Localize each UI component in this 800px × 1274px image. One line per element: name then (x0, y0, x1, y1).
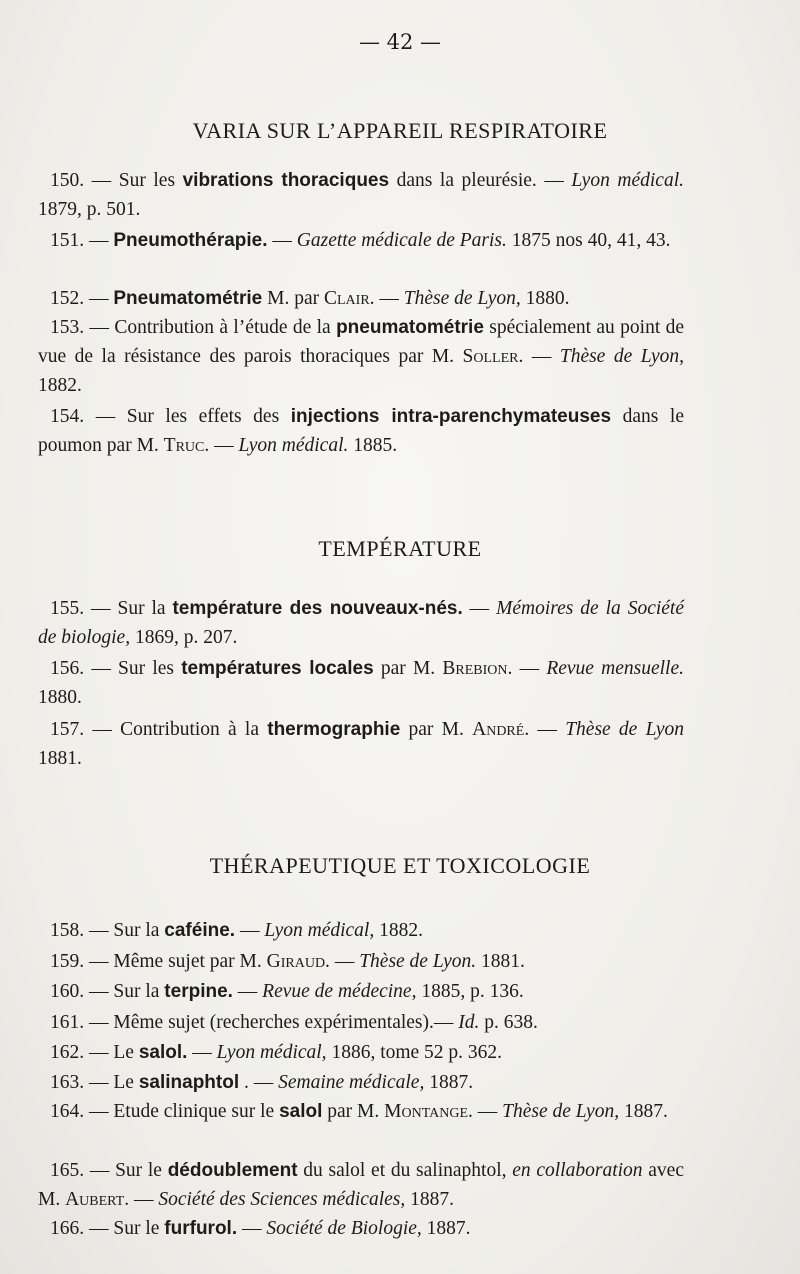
entry-150: 150. — Sur les vibrations thoraciques dans la pleurésie. — Lyon médical. 1879, p. 501. (38, 170, 684, 220)
entry-number: 154. (50, 406, 85, 427)
entry-author: Brebion. (442, 658, 513, 679)
entry-source: Lyon médical. (571, 170, 684, 191)
entry-source: Revue mensuelle. (546, 658, 685, 679)
entry-number: 158. (50, 920, 85, 941)
entry-source: Semaine médicale, (278, 1072, 425, 1093)
entry-number: 159. (50, 951, 85, 972)
entry-keyword: salinaphtol (138, 1072, 240, 1093)
entry-keyword: températures locales (181, 658, 374, 679)
section-title-therapeutique: THÉRAPEUTIQUE ET TOXICOLOGIE (209, 853, 591, 878)
entry-number: 155. (50, 598, 85, 619)
entry-keyword: thermographie (267, 719, 401, 740)
entry-159: 159. — Même sujet par M. Giraud. — Thèse de Lyon. 1881. (50, 951, 525, 972)
entry-164: 164. — Etude clinique sur le salol par M. Montange. — Thèse de Lyon, 1887. (50, 1101, 668, 1122)
entry-keyword: caféine. (164, 920, 236, 941)
entry-155: 155. — Sur la température des nouveaux-nés. — Mémoires de la Société de biologie, 1869, p. 207. (38, 598, 684, 648)
entry-author: Montange. (384, 1101, 473, 1122)
entry-number: 156. (50, 658, 85, 679)
entry-161: 161. — Même sujet (recherches expérimentales).— Id. p. 638. (50, 1012, 538, 1033)
entry-author: Aubert. (65, 1189, 130, 1210)
entry-152: 152. — Pneumatométrie M. par Clair. — Thèse de Lyon, 1880. (50, 288, 570, 309)
entry-keyword: Pneumatométrie (113, 288, 263, 309)
entry-number: 162. (50, 1042, 85, 1063)
entry-author: Truc. (163, 435, 210, 456)
entry-number: 153. (50, 317, 85, 338)
entry-author: André. (472, 719, 530, 740)
entry-source: Lyon médical. (238, 435, 349, 456)
entry-source: Thèse de Lyon, (559, 346, 685, 367)
entry-157: 157. — Contribution à la thermographie par M. André. — Thèse de Lyon 1881. (38, 719, 684, 769)
entry-author: Clair. (324, 288, 375, 309)
entry-165: 165. — Sur le dédoublement du salol et du salinaphtol, en collaboration avec M. Aubert. — Société des Sciences médicales, 1887. (38, 1160, 684, 1210)
entry-keyword: vibrations thoraciques (182, 170, 390, 191)
entry-number: 163. (50, 1072, 85, 1093)
entry-number: 150. (50, 170, 85, 191)
entry-author: Soller. (462, 346, 524, 367)
entry-source: Société de Biologie, (266, 1218, 422, 1239)
entry-number: 151. (50, 230, 85, 251)
entry-keyword: injections intra-parenchymateuses (290, 406, 612, 427)
entry-keyword: Pneumothérapie. (113, 230, 268, 251)
entry-number: 165. (50, 1160, 85, 1181)
entry-163: 163. — Le salinaphtol . — Semaine médicale, 1887. (50, 1072, 474, 1093)
entry-number: 160. (50, 981, 85, 1002)
entry-160: 160. — Sur la terpine. — Revue de médecine, 1885, p. 136. (50, 981, 524, 1002)
entry-number: 166. (50, 1218, 85, 1239)
page-number: — 42 — (358, 30, 442, 54)
entry-162: 162. — Le salol. — Lyon médical, 1886, tome 52 p. 362. (50, 1042, 503, 1063)
entry-collab: en collaboration (512, 1160, 643, 1181)
entry-source: Thèse de Lyon (565, 719, 684, 740)
section-title-respiratoire: VARIA SUR L’APPAREIL RESPIRATOIRE (192, 118, 608, 143)
entry-source: Thèse de Lyon, (403, 288, 521, 309)
entry-source: Lyon médical, (216, 1042, 327, 1063)
entry-source: Gazette médicale de Paris. (296, 230, 507, 251)
entry-number: 161. (50, 1012, 85, 1033)
entry-source: Thèse de Lyon, (502, 1101, 620, 1122)
entry-keyword: pneumatométrie (336, 317, 484, 338)
entry-151: 151. — Pneumothérapie. — Gazette médicale de Paris. 1875 nos 40, 41, 43. (50, 230, 671, 251)
entry-source: Id. (458, 1012, 480, 1033)
section-title-temperature: TEMPÉRATURE (318, 536, 482, 561)
entry-keyword: furfurol. (164, 1218, 238, 1239)
entry-keyword: dédoublement (167, 1160, 298, 1181)
entry-keyword: terpine. (164, 981, 233, 1002)
entry-153: 153. — Contribution à l’étude de la pneumatométrie spécialement au point de vue de la résistance des parois thoraciques par M. Soller. — Thèse de Lyon, 1882. (38, 317, 685, 396)
entry-keyword: salol. (138, 1042, 188, 1063)
entry-source: Société des Sciences médicales, (158, 1189, 406, 1210)
entry-158: 158. — Sur la caféine. — Lyon médical, 1882. (50, 920, 423, 941)
entry-source: Revue de médecine, (262, 981, 417, 1002)
entry-author: Giraud. (266, 951, 330, 972)
entry-keyword: salol (279, 1101, 323, 1122)
entry-number: 164. (50, 1101, 85, 1122)
entry-number: 157. (50, 719, 85, 740)
entry-166: 166. — Sur le furfurol. — Société de Biologie, 1887. (50, 1218, 471, 1239)
entry-154: 154. — Sur les effets des injections intra-parenchymateuses dans le poumon par M. Truc. — Lyon médical. 1885. (38, 406, 684, 456)
entry-156: 156. — Sur les températures locales par M. Brebion. — Revue mensuelle. 1880. (38, 658, 685, 708)
entry-source: Thèse de Lyon. (359, 951, 477, 972)
entry-source: Lyon médical, (264, 920, 375, 941)
entry-keyword: température des nouveaux-nés. (172, 598, 463, 619)
entry-number: 152. (50, 288, 85, 309)
entry-source: Mémoires de la Société de biologie, (38, 598, 684, 648)
